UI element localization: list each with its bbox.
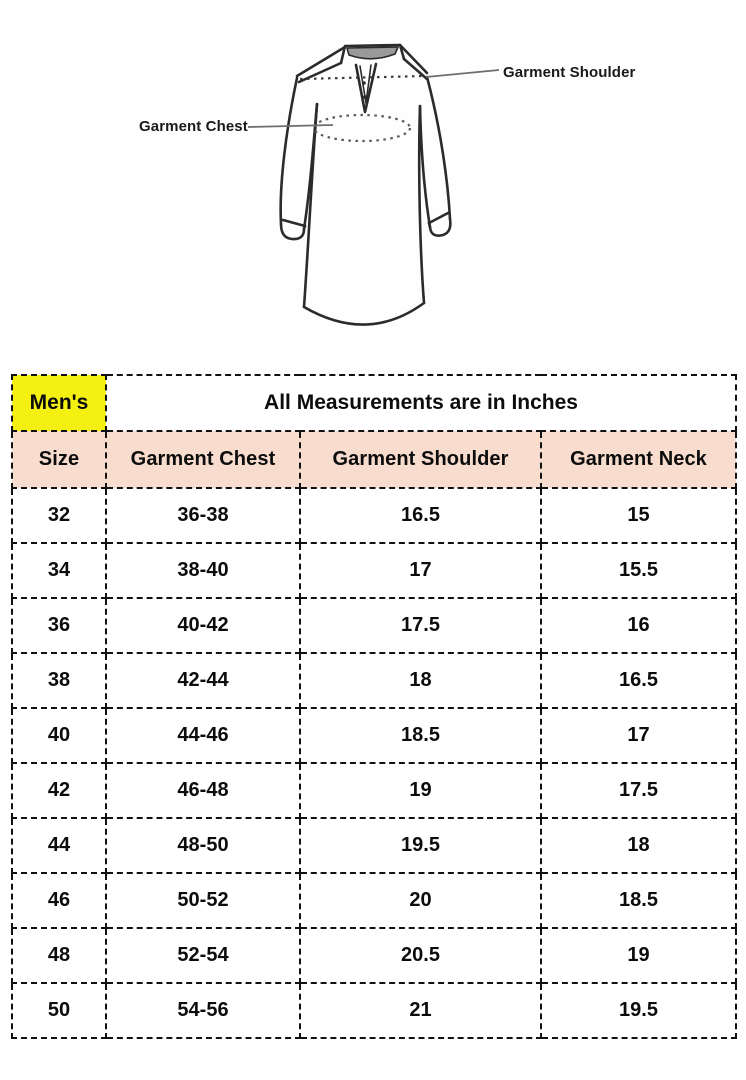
size-row <box>12 873 736 928</box>
cell-garment-shoulder: 19 <box>300 763 541 818</box>
cell-garment-neck: 16.5 <box>541 653 736 708</box>
cell-size: 50 <box>12 983 106 1038</box>
cell-garment-neck: 15 <box>541 488 736 543</box>
cell-garment-chest: 46-48 <box>106 763 300 818</box>
size-row <box>12 543 736 598</box>
cell-garment-neck: 17 <box>541 708 736 763</box>
cell-garment-shoulder: 18 <box>300 653 541 708</box>
cell-size: 46 <box>12 873 106 928</box>
cell-size: 44 <box>12 818 106 873</box>
cell-size: 48 <box>12 928 106 983</box>
cell-garment-shoulder: 16.5 <box>300 488 541 543</box>
cell-garment-neck: 16 <box>541 598 736 653</box>
chest-leader-line <box>248 125 333 127</box>
cell-garment-neck: 19.5 <box>541 983 736 1038</box>
table-header-row <box>12 431 736 488</box>
cell-garment-chest: 38-40 <box>106 543 300 598</box>
cell-garment-neck: 18 <box>541 818 736 873</box>
size-table-body <box>12 488 736 1038</box>
cell-garment-chest: 44-46 <box>106 708 300 763</box>
cell-size: 34 <box>12 543 106 598</box>
garment-diagram <box>0 0 746 368</box>
cell-size: 42 <box>12 763 106 818</box>
cell-garment-neck: 15.5 <box>541 543 736 598</box>
column-header-size: Size <box>12 431 106 488</box>
cell-size: 36 <box>12 598 106 653</box>
cell-garment-chest: 42-44 <box>106 653 300 708</box>
cell-garment-shoulder: 20.5 <box>300 928 541 983</box>
size-row <box>12 928 736 983</box>
cell-size: 32 <box>12 488 106 543</box>
cell-garment-shoulder: 18.5 <box>300 708 541 763</box>
garment-chest-label: Garment Chest <box>139 118 248 135</box>
size-row <box>12 598 736 653</box>
mens-category-cell: Men's <box>12 375 106 431</box>
cell-garment-shoulder: 17.5 <box>300 598 541 653</box>
size-row <box>12 763 736 818</box>
column-header-garment-chest: Garment Chest <box>106 431 300 488</box>
kurta-outline-drawing <box>0 0 746 368</box>
size-row <box>12 983 736 1038</box>
size-row <box>12 708 736 763</box>
size-table <box>11 374 737 1039</box>
garment-shoulder-label: Garment Shoulder <box>503 64 636 81</box>
size-row <box>12 488 736 543</box>
shoulder-leader-line <box>426 70 499 77</box>
cell-garment-shoulder: 19.5 <box>300 818 541 873</box>
cell-garment-chest: 48-50 <box>106 818 300 873</box>
table-title-cell: All Measurements are in Inches <box>106 375 736 431</box>
cell-size: 38 <box>12 653 106 708</box>
cell-size: 40 <box>12 708 106 763</box>
cell-garment-chest: 52-54 <box>106 928 300 983</box>
size-row <box>12 818 736 873</box>
cell-garment-chest: 40-42 <box>106 598 300 653</box>
chest-measure-dotted-ellipse <box>314 115 410 141</box>
cell-garment-neck: 18.5 <box>541 873 736 928</box>
cell-garment-neck: 17.5 <box>541 763 736 818</box>
cell-garment-chest: 36-38 <box>106 488 300 543</box>
column-header-garment-neck: Garment Neck <box>541 431 736 488</box>
table-title-row <box>12 375 736 431</box>
cell-garment-shoulder: 20 <box>300 873 541 928</box>
cell-garment-chest: 54-56 <box>106 983 300 1038</box>
cell-garment-chest: 50-52 <box>106 873 300 928</box>
cell-garment-neck: 19 <box>541 928 736 983</box>
size-row <box>12 653 736 708</box>
column-header-garment-shoulder: Garment Shoulder <box>300 431 541 488</box>
cell-garment-shoulder: 17 <box>300 543 541 598</box>
cell-garment-shoulder: 21 <box>300 983 541 1038</box>
